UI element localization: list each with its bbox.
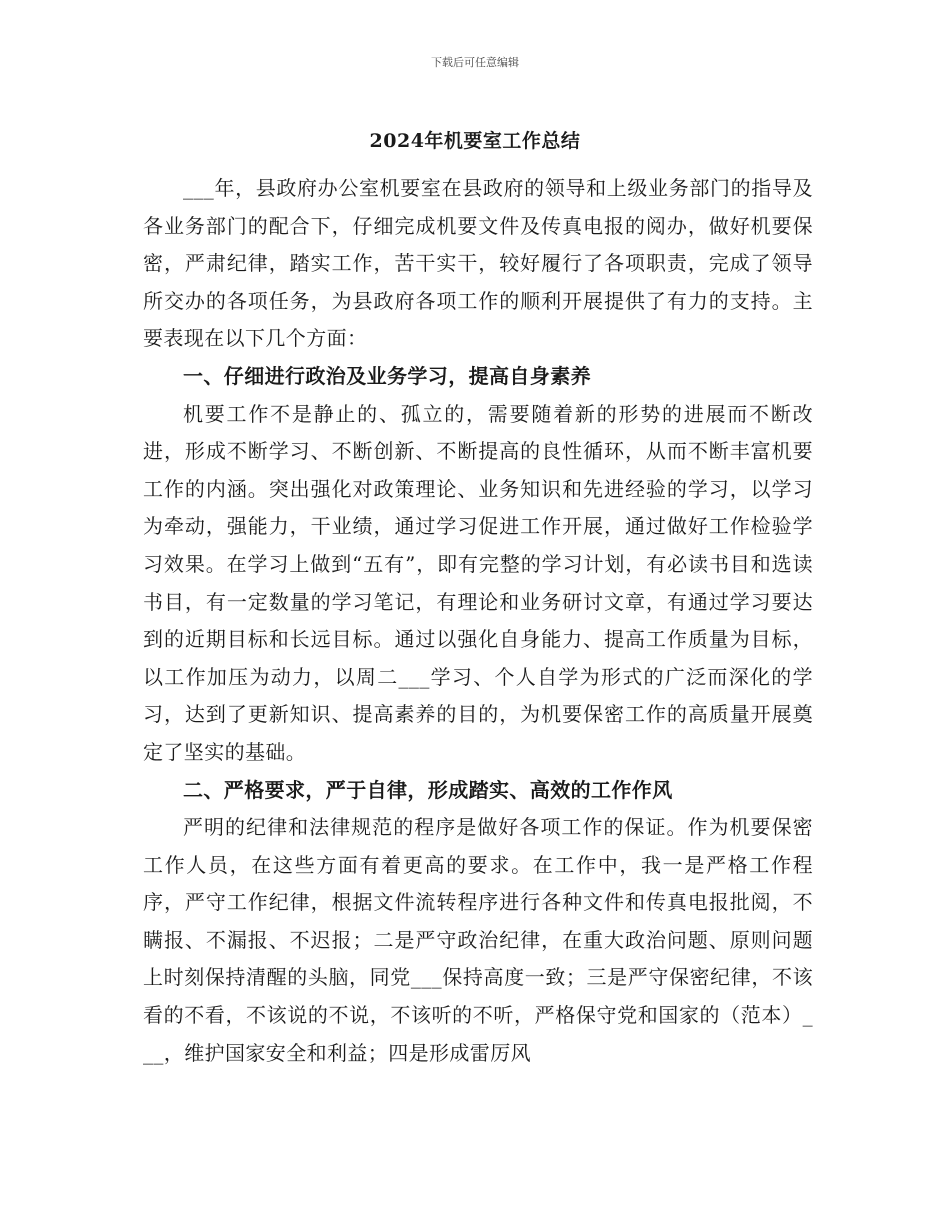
document-title: 2024年机要室工作总结	[369, 130, 581, 152]
section-1-paragraph: 机要工作不是静止的、孤立的，需要随着新的形势的进展而不断改进，形成不断学习、不断创新、不断提高的良性循环，从而不断丰富机要工作的内涵。突出强化对政策理论、业务知识和先进经验的学习，以学习为牵动，强能力，干业绩，通过学习促进工作开展，通过做好工作检验学习效果。在学习上做到“五有”，即有完整的学习计划，有必读书目和选读书目，有一定数量的学习笔记，有理论和业务研讨文章，有通过学习要达到的近期目标和长远目标。通过以强化自身能力、提高工作质量为目标，以工作加压为动力，以周二___学习、个人自学为形式的广泛而深化的学习，达到了更新知识、提高素养的目的，为机要保密工作的高质量开展奠定了坚实的基础。	[143, 401, 813, 764]
section-2-paragraph: 严明的纪律和法律规范的程序是做好各项工作的保证。作为机要保密工作人员，在这些方面有着更高的要求。在工作中，我一是严格工作程序，严守工作纪律，根据文件流转程序进行各种文件和传真电报批阅，不瞒报、不漏报、不迟报；二是严守政治纪律，在重大政治问题、原则问题上时刻保持清醒的头脑，同党___保持高度一致；三是严守保密纪律，不该看的不看，不该说的不说，不该听的不听，严格保守党和国家的（范本）___，维护国家安全和利益；四是形成雷厉风	[143, 815, 813, 1065]
intro-paragraph: ___年，县政府办公室机要室在县政府的领导和上级业务部门的指导及各业务部门的配合下，仔细完成机要文件及传真电报的阅办，做好机要保密，严肃纪律，踏实工作，苦干实干，较好履行了各项职责，完成了领导所交办的各项任务，为县政府各项工作的顺利开展提供了有力的支持。主要表现在以下几个方面：	[143, 176, 813, 351]
section-heading-1: 一、仔细进行政治及业务学习，提高自身素养	[183, 363, 591, 388]
page-header-note: 下载后可任意编辑	[431, 56, 519, 69]
section-heading-2: 二、严格要求，严于自律，形成踏实、高效的工作作风	[183, 777, 673, 802]
document-body	[143, 170, 813, 1072]
